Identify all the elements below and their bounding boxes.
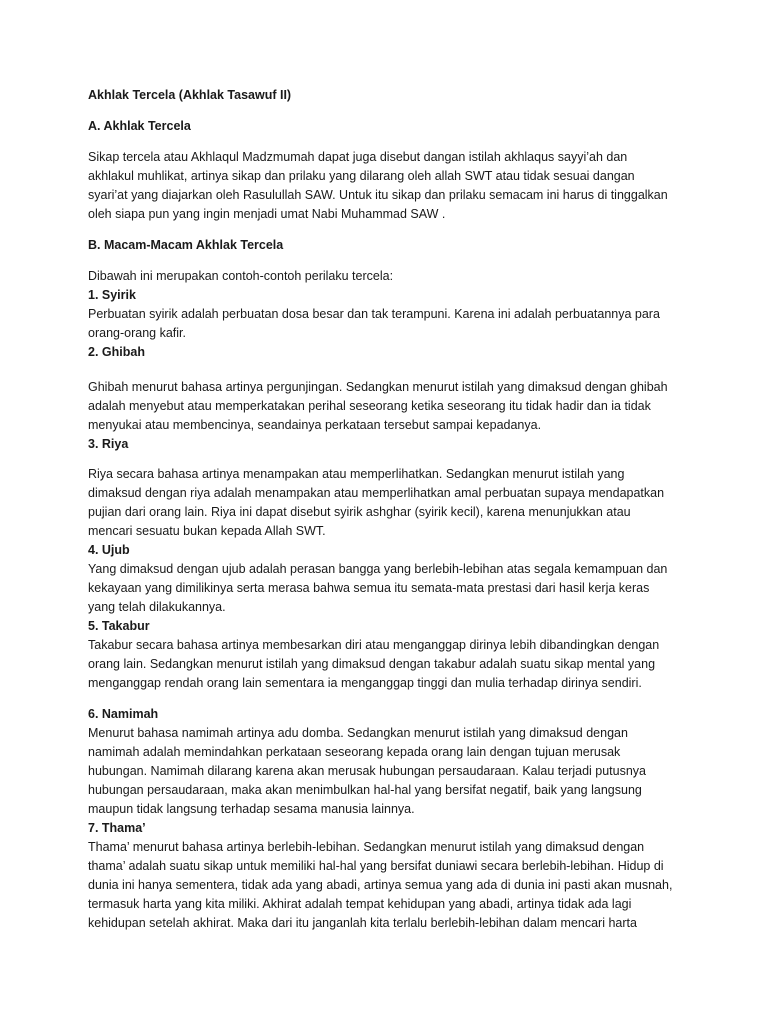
paragraph-line: termasuk harta yang kita miliki. Akhirat adalah tempat kehidupan yang abadi, artinya tidak ada lagi xyxy=(88,897,632,911)
paragraph-line: Thama’ menurut bahasa artinya berlebih-lebihan. Sedangkan menurut istilah yang dimaksud dengan xyxy=(88,840,645,854)
paragraph-line: hubungan persaudaraan, maka akan menimbulkan hal-hal yang bersifat negatif, baik yang langsung xyxy=(88,783,642,797)
item-heading-ujub: 4. Ujub xyxy=(88,543,130,557)
paragraph-line: menganggap rendah orang lain sementara ia menganggap tinggi dan mulia terhadap dirinya sendiri. xyxy=(88,676,642,690)
paragraph-line: mencari sesuatu bukan kepada Allah SWT. xyxy=(88,524,326,538)
paragraph-line: Riya secara bahasa artinya menampakan atau memperlihatkan. Sedangkan menurut istilah yang xyxy=(88,467,625,481)
section-a-paragraph xyxy=(88,148,688,224)
item-heading-namimah: 6. Namimah xyxy=(88,707,159,721)
paragraph-line: Takabur secara bahasa artinya membesarkan diri atau menganggap dirinya lebih dibandingkan dengan xyxy=(88,638,660,652)
paragraph-line: namimah adalah memindahkan perkataan seseorang kepada orang lain dengan tujuan merusak xyxy=(88,745,621,759)
section-a-heading: A. Akhlak Tercela xyxy=(88,119,191,133)
item-heading-thama: 7. Thama’ xyxy=(88,821,146,835)
paragraph-line: pujian dari orang lain. Riya ini dapat disebut syirik ashghar (syirik kecil), karena menunjukkan atau xyxy=(88,505,631,519)
paragraph-line: yang telah dilakukannya. xyxy=(88,600,226,614)
paragraph-line: adalah menyebut atau memperkatakan perihal seseorang ketika seseorang itu tidak hadir dan ia tidak xyxy=(88,399,651,413)
paragraph-line: thama’ adalah suatu sikap untuk memiliki hal-hal yang bersifat duniawi secara berlebih-lebihan. Hidup di xyxy=(88,859,664,873)
section-b-intro: Dibawah ini merupakan contoh-contoh perilaku tercela: xyxy=(88,269,394,283)
paragraph-line: Perbuatan syirik adalah perbuatan dosa besar dan tak terampuni. Karena ini adalah perbuatannya para xyxy=(88,307,660,321)
paragraph-line: orang lain. Sedangkan menurut istilah yang dimaksud dengan takabur adalah suatu sikap mental yang xyxy=(88,657,656,671)
paragraph-line: syari’at yang diajarkan oleh Rasulullah SAW. Untuk itu sikap dan prilaku semacam ini harus di tinggalkan xyxy=(88,188,668,202)
paragraph-line: orang-orang kafir. xyxy=(88,326,186,340)
paragraph-line: Sikap tercela atau Akhlaqul Madzmumah dapat juga disebut dangan istilah akhlaqus sayyi’ah dan xyxy=(88,150,628,164)
paragraph-line: Yang dimaksud dengan ujub adalah perasan bangga yang berlebih-lebihan atas segala kemampuan dan xyxy=(88,562,668,576)
paragraph-line: oleh siapa pun yang ingin menjadi umat Nabi Muhammad SAW . xyxy=(88,207,446,221)
paragraph-line: maupun tidak langsung terhadap sesama manusia lainnya. xyxy=(88,802,415,816)
paragraph-line: hubungan. Namimah dilarang karena akan merusak hubungan persaudaraan. Kalau terjadi putusnya xyxy=(88,764,647,778)
paragraph-line: Menurut bahasa namimah artinya adu domba. Sedangkan menurut istilah yang dimaksud dengan xyxy=(88,726,628,740)
section-b-heading: B. Macam-Macam Akhlak Tercela xyxy=(88,238,284,252)
item-heading-ghibah: 2. Ghibah xyxy=(88,345,145,359)
item-heading-riya: 3. Riya xyxy=(88,437,129,451)
item-heading-syirik: 1. Syirik xyxy=(88,288,136,302)
paragraph-line: kehidupan setelah akhirat. Maka dari itu janganlah kita terlalu berlebih-lebihan dalam mencari harta xyxy=(88,916,637,930)
document-page xyxy=(88,86,688,933)
paragraph-line: Ghibah menurut bahasa artinya pergunjingan. Sedangkan menurut istilah yang dimaksud dengan ghibah xyxy=(88,380,668,394)
item-heading-takabur: 5. Takabur xyxy=(88,619,150,633)
paragraph-line: kekayaan yang dimilikinya serta merasa bahwa semua itu semata-mata prestasi dari hasil kerja keras xyxy=(88,581,650,595)
paragraph-line: akhlakul muhlikat, artinya sikap dan prilaku yang dilarang oleh allah SWT atau tidak sesuai dangan xyxy=(88,169,635,183)
paragraph-line: menyukai atau membencinya, seandainya perkataan tersebut sampai kepadanya. xyxy=(88,418,542,432)
paragraph-line: dunia ini hanya sementera, tidak ada yang abadi, artinya semua yang ada di dunia ini pasti akan musnah, xyxy=(88,878,673,892)
document-title: Akhlak Tercela (Akhlak Tasawuf II) xyxy=(88,88,292,102)
paragraph-line: dimaksud dengan riya adalah menampakan atau memperlihatkan amal perbuatan supaya mendapatkan xyxy=(88,486,665,500)
